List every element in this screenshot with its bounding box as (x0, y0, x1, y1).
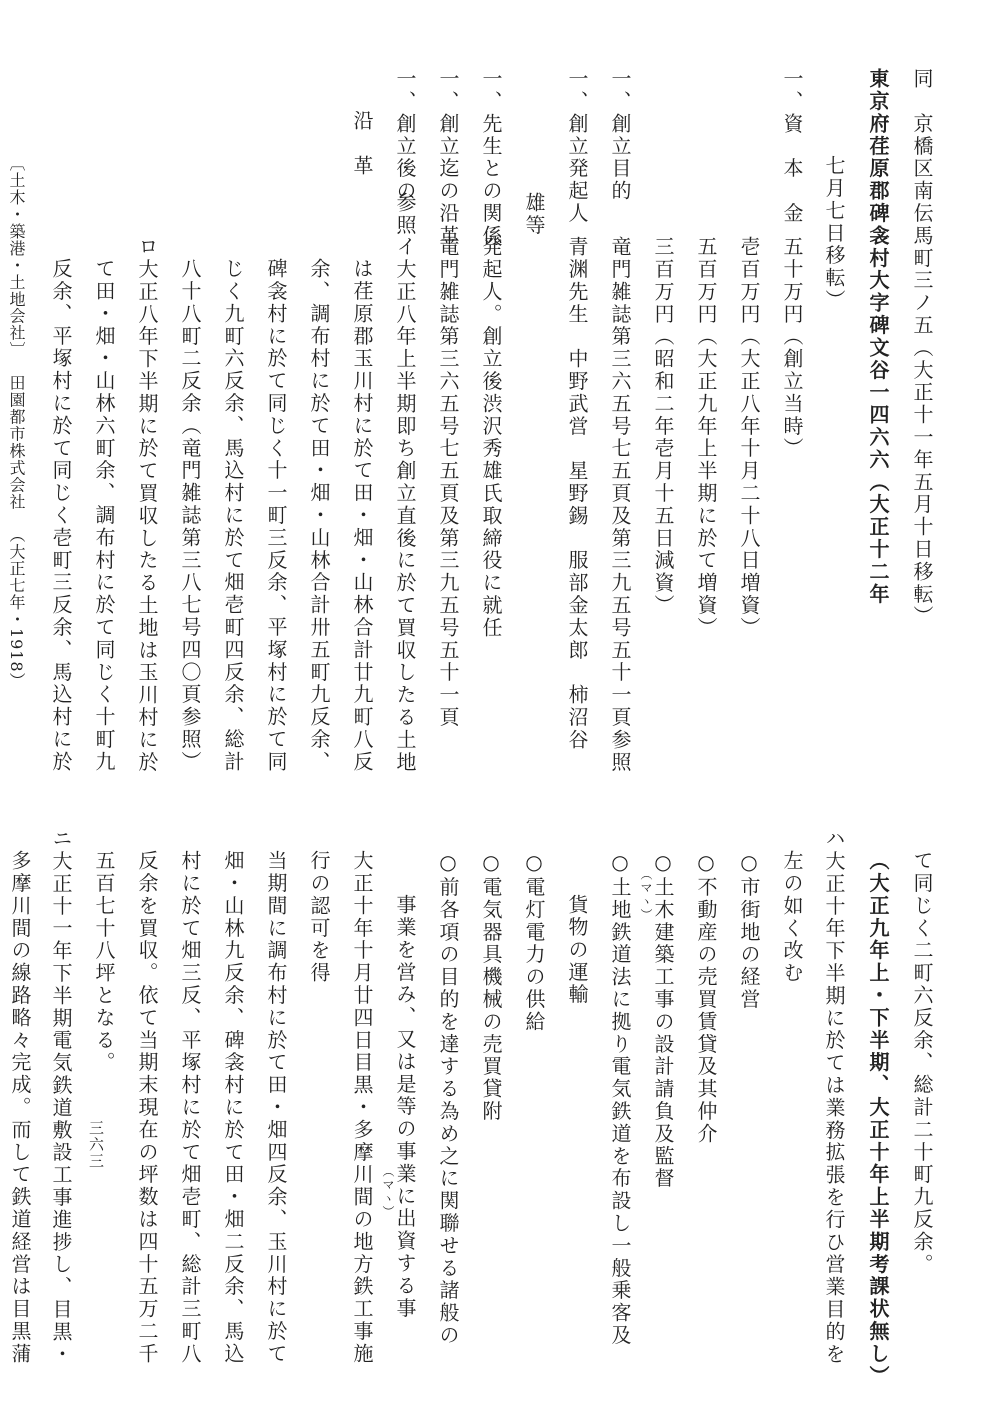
history-text: 竜門雑誌第三六五号七五頁及第三九五号五十一頁 (436, 236, 460, 729)
text-1-ruby: （マヽ） (381, 1165, 395, 1219)
ro-line-3: 反余、平塚村に於て同じく壱町三反余、馬込村に於 (49, 258, 73, 774)
ni-line-1: ニ大正十一年下半期電気鉄道敷設工事進捗し、目黒・ (49, 828, 73, 1366)
after-i-line-3: 余、調布村に於て田・畑・山林合計卅五町九反余、 (307, 258, 331, 774)
relation-label: 一、先生との関係 (479, 68, 503, 248)
address-line-1: 同 京橋区南伝馬町三ノ五（大正十一年五月十日移転） (910, 68, 934, 628)
page-number: 三六三 (87, 1120, 105, 1170)
address-line-3: 七月七日移転） (822, 155, 846, 312)
history-cont: 参照 (393, 192, 417, 237)
footer-year: （大正七年・1918） (7, 526, 26, 690)
ha-line-1: ハ大正十年下半期に於ては業務拡張を行ひ営業目的を (822, 828, 846, 1366)
purpose-label: 一、創立目的 (608, 68, 632, 203)
after-i-line-2: は荏原郡玉川村に於て田・畑・山林合計廿九町八反 (350, 258, 374, 774)
after-label-2: 沿 革 (350, 110, 374, 178)
item-3: ○土木建築工事の設計請負及監督 (651, 850, 675, 1190)
after-i-line-6: 八十八町二反余（竜門雑誌第三八七号四〇頁参照） (178, 258, 202, 774)
address-line-2: 東京府荏原郡碑衾村大字碑文谷一四六六（大正十二年 (866, 68, 890, 606)
relation-text: 発起人。創立後渋沢秀雄氏取締役に就任 (479, 236, 503, 640)
item-4-ruby: （マヽ） (639, 868, 653, 922)
capital-line-4: 三百万円（昭和二年壱月十五日減資） (651, 236, 675, 617)
after-i-line-5: じく九町六反余、馬込村に於て畑壱町四反余、総計 (221, 258, 245, 774)
ro-line-1: ロ大正八年下半期に於て買収したる土地は玉川村に於 (135, 236, 159, 774)
lower-line-1: て同じく二町六反余、総計二十町九反余。 (910, 850, 934, 1276)
after-i-line-1: イ大正八年上半期即ち創立直後に於て買収したる土地 (393, 236, 417, 774)
footer-category-text: 〔土木・築港・土地会社〕 (7, 155, 26, 359)
text-line-7: 五百七十八坪となる。 (92, 850, 116, 1074)
capital-line-1: 五十万円（創立当時） (780, 236, 804, 460)
item-4-cont: 貨物の運輸 (565, 894, 589, 1006)
text-line-6: 反余を買収。依て当期末現在の坪数は四十五万二千 (135, 850, 159, 1366)
text-line-3: 当期間に調布村に於て田・畑四反余、玉川村に於て (264, 850, 288, 1366)
capital-label: 資 本 金 (780, 112, 804, 225)
ro-line-2: て田・畑・山林六町余、調布村に於て同じく十町九 (92, 258, 116, 774)
item-4: ○土地鉄道法に拠り電気鉄道を布設し一般乗客及 (608, 850, 632, 1347)
text-line-5: 村に於て畑三反、平塚村に於て畑壱町、総計三町八 (178, 850, 202, 1366)
text-line-2: 行の認可を得 (307, 850, 331, 985)
footer-line (8, 155, 24, 690)
ni-line-2: 多摩川間の線路略々完成。而して鉄道経営は目黒蒲 (8, 850, 32, 1366)
lower-line-2: （大正九年上・下半期、大正十年上半期考課状無し） (866, 850, 890, 1388)
item-1: ○市街地の経営 (737, 850, 761, 1011)
capital-marker: 一、 (780, 68, 804, 113)
item-5: ○電灯電力の供給 (522, 850, 546, 1034)
item-7: ○前各項の目的を達する為め之に関聯せる諸般の (436, 850, 460, 1347)
ha-line-2: 左の如く改む (780, 850, 804, 985)
after-i-line-4: 碑衾村に於て同じく十一町三反余、平塚村に於て同 (264, 258, 288, 774)
after-label-1: 一、創立後の (393, 68, 417, 203)
item-6: ○電気器具機械の売買貸附 (479, 850, 503, 1123)
item-2: ○不動産の売買賃貸及其仲介 (694, 850, 718, 1146)
founders-text: 青渊先生 中野武営 星野錫 服部金太郎 柿沼谷 (565, 236, 589, 752)
capital-line-2: 壱百万円（大正八年十月二十八日増資） (737, 236, 761, 640)
item-7-cont: 事業を営み、又は是等の事業に出資する事 (393, 894, 417, 1320)
capital-heading (782, 68, 802, 225)
capital-line-3: 五百万円（大正九年上半期に於て増資） (694, 236, 718, 640)
footer-company: 田園都市株式会社 (7, 374, 26, 511)
text-line-1: 大正十年十月廿四日目黒・多摩川間の地方鉄工事施 (350, 850, 374, 1366)
purpose-text: 竜門雑誌第三六五号七五頁及第三九五号五十一頁参照 (608, 236, 632, 774)
text-line-4: 畑・山林九反余、碑衾村に於て田・畑二反余、馬込 (221, 850, 245, 1366)
history-label: 一、創立迄の沿革 (436, 68, 460, 248)
founders-label: 一、創立発起人 (565, 68, 589, 225)
founders-cont: 雄等 (522, 192, 546, 237)
